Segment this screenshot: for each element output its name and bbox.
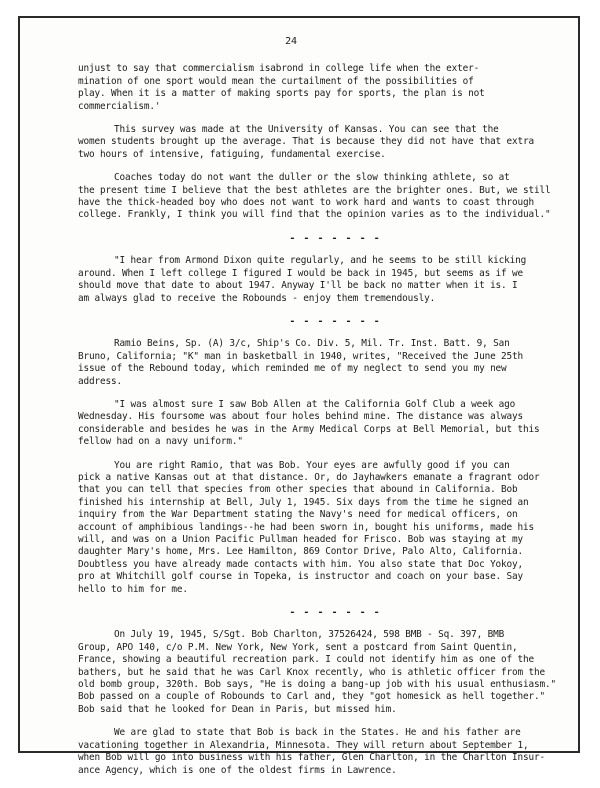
text-line: college. Frankly, I think you will find that the opinion varies as to the individual." bbox=[78, 209, 551, 221]
text-line: the present time I believe that the best athletes are the brighter ones. But, we still bbox=[78, 184, 551, 196]
text-line: old bomb group, 320th. Bob says, "He is doing a bang-up job with his usual enthusiasm." bbox=[78, 679, 556, 691]
text-line: This survey was made at the University of Kansas. You can see that the bbox=[114, 124, 499, 136]
text-line: Doubtless you have already made contacts with him. You also state that Doc Yokoy, bbox=[78, 558, 524, 570]
text-line: will, and was on a Union Pacific Pullman headed for Frisco. Bob was staying at my bbox=[78, 534, 524, 545]
text-line: Wednesday. His foursome was about four holes behind mine. The distance was always bbox=[78, 411, 524, 423]
text-line: On July 19, 1945, S/Sgt. Bob Charlton, 37526424, 598 BMB - Sq. 397, BMB bbox=[114, 629, 505, 641]
text-line: account of amphibious landings--he had been sworn in, bought his uniforms, made his bbox=[78, 521, 535, 533]
paragraph bbox=[78, 629, 556, 716]
text-line: ance Agency, which is one of the oldest firms in Lawrence. bbox=[78, 764, 397, 776]
text-line: finished his internship at Bell, July 1, 1945. Six days from the time he signed an bbox=[78, 496, 529, 508]
text-line: address. bbox=[78, 375, 122, 387]
text-line: pick a native Kansas out at that distance. Or, do Jayhawkers emanate a fragrant odor bbox=[78, 471, 540, 483]
text-line: "I was almost sure I saw Bob Allen at the California Golf Club a week ago bbox=[114, 398, 516, 410]
text-line: that you can tell that species from other species that abound in California. Bob bbox=[78, 484, 518, 496]
text-line: pro at Whitchill golf course in Topeka, is instructor and coach on your base. Say bbox=[78, 571, 524, 583]
paragraph bbox=[78, 399, 548, 449]
text-line: issue of the Rebound today, which reminded me of my neglect to send you my new bbox=[78, 363, 507, 375]
text-line: You are right Ramio, that was Bob. Your eyes are awfully good if you can bbox=[114, 459, 510, 471]
page-number: 24 bbox=[285, 36, 297, 47]
text-line: have the thick-headed boy who does not want to work hard and wants to coast through bbox=[78, 197, 535, 209]
text-line: around. When I left college I figured I would be back in 1945, but seems as if we bbox=[78, 267, 524, 279]
text-line: Bruno, California; "K" man in basketball in 1940, writes, "Received the June 25th bbox=[78, 350, 524, 362]
paragraph bbox=[78, 63, 548, 113]
text-line: Bob passed on a couple of Robounds to Carl and, they "got homesick as hell together." bbox=[78, 691, 546, 703]
text-line: Bob said that he looked for Dean in Paris, but missed him. bbox=[78, 703, 397, 715]
text-line: daughter Mary's home, Mrs. Lee Hamilton, 869 Contor Drive, Palo Alto, California. bbox=[78, 546, 524, 558]
text-line: vacationing together in Alexandria, Minnesota. They will return about September 1, bbox=[78, 739, 529, 751]
text-line: Ramio Beins, Sp. (A) 3/c, Ship's Co. Div. 5, Mil. Tr. Inst. Batt. 9, San bbox=[114, 338, 510, 350]
paragraph bbox=[78, 255, 548, 305]
text-line: play. When it is a matter of making sports pay for sports, the plan is not bbox=[78, 88, 485, 100]
text-line: Group, APO 140, c/o P.M. New York, New York, sent a postcard from Saint Quentin, bbox=[78, 641, 518, 653]
text-line: when Bob will go into business with his father, Glen Charlton, in the Charlton Insur- bbox=[78, 752, 546, 764]
text-line: inquiry from the War Department stating the Navy's need for medical officers, on bbox=[78, 509, 518, 521]
text-line: women students brought up the average. That is because they did not have that extra bbox=[78, 136, 535, 148]
text-line: fellow had on a navy uniform." bbox=[78, 436, 243, 448]
text-line: mination of one sport would mean the curtailment of the possibilities of bbox=[78, 75, 474, 87]
paragraph bbox=[78, 124, 548, 161]
text-line: considerable and besides he was in the Army Medical Corps at Bell Memorial, but this bbox=[78, 423, 540, 435]
text-line: hello to him for me. bbox=[78, 583, 188, 595]
text-line: We are glad to state that Bob is back in the States. He and his father are bbox=[114, 727, 521, 739]
text-line: bathers, but he said that he was Carl Knox recently, who is athletic officer from the bbox=[78, 666, 546, 678]
section-divider: - - - - - - - bbox=[289, 232, 381, 244]
section-divider: - - - - - - - bbox=[289, 315, 381, 327]
text-line: two hours of intensive, fatiguing, fundamental exercise. bbox=[78, 148, 386, 160]
text-line: Coaches today do not want the duller or the slow thinking athlete, so at bbox=[114, 172, 510, 184]
document-page bbox=[78, 36, 556, 788]
paragraph bbox=[78, 460, 548, 596]
text-line: unjust to say that commercialism isabrond in college life when the exter- bbox=[78, 63, 480, 75]
paragraph bbox=[78, 172, 551, 222]
document-body bbox=[78, 63, 556, 777]
paragraph bbox=[78, 727, 548, 777]
text-line: "I hear from Armond Dixon quite regularly, and he seems to be still kicking bbox=[114, 255, 527, 267]
text-line: commercialism.' bbox=[78, 100, 161, 112]
text-line: France, showing a beautiful recreation park. I could not identify him as one of the bbox=[78, 654, 535, 666]
paragraph bbox=[78, 338, 548, 388]
section-divider: - - - - - - - bbox=[289, 607, 381, 619]
text-line: am always glad to receive the Robounds - enjoy them tremendously. bbox=[78, 292, 436, 304]
text-line: should move that date to about 1947. Anyway I'll be back no matter when it is. I bbox=[78, 280, 518, 292]
